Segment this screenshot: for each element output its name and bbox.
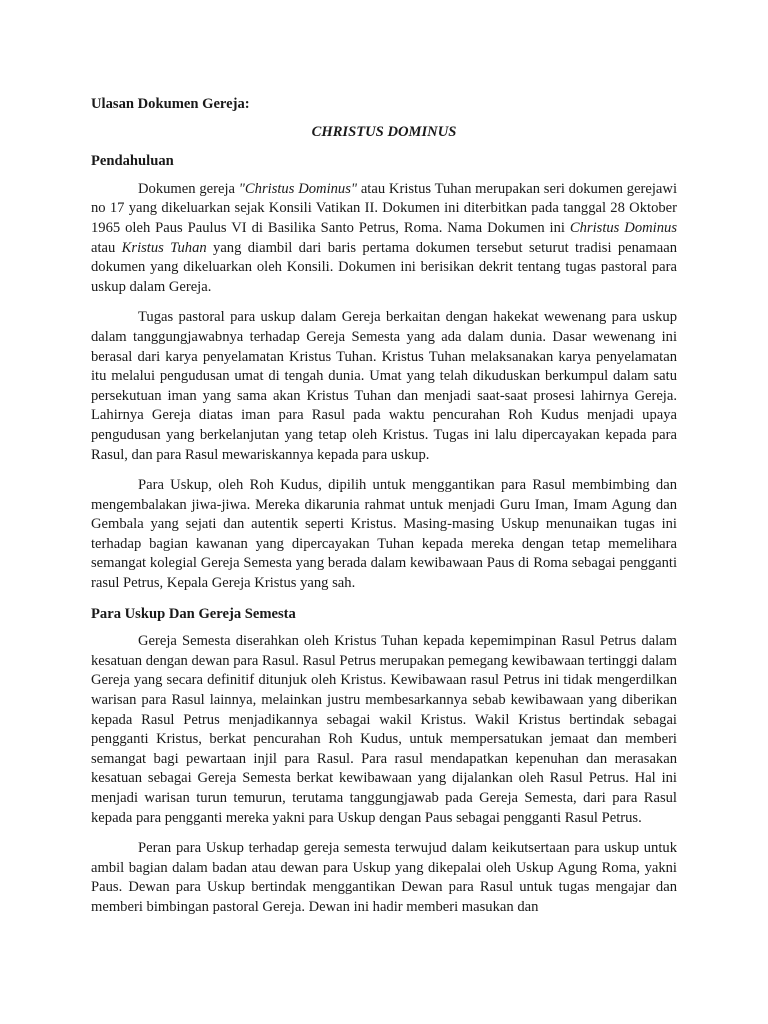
paragraph-text: Dokumen gereja — [138, 180, 239, 197]
document-title: CHRISTUS DOMINUS — [311, 123, 457, 140]
italic-title-indonesian: Kristus Tuhan — [121, 239, 207, 256]
paragraph-text: yang diambil dari baris pertama dokumen tersebut seturut tradisi penamaan dokumen yang dikeluarkan oleh Konsili. Dokumen ini berisikan dekrit tentang tugas pastoral para uskup dalam Gereja. — [91, 239, 677, 295]
document-label: Ulasan Dokumen Gereja: — [91, 96, 250, 112]
paragraph: Para Uskup, oleh Roh Kudus, dipilih untuk menggantikan para Rasul membimbing dan mengembalakan jiwa-jiwa. Mereka dikarunia rahmat untuk menjadi Guru Iman, Imam Agung dan Gembala yang sejati dan autentik seperti Kristus. Masing-masing Uskup menunaikan tugas ini terhadap bagian kawanan yang dipercayakan Tuhan kepada mereka dengan tetap memelihara semangat kolegial Gereja Semesta yang berada dalam kewibawaan Paus di Roma sebagai pengganti rasul Petrus, Kepala Gereja Kristus yang sah. — [91, 477, 677, 592]
document-page — [91, 95, 677, 929]
section-heading-para-uskup: Para Uskup Dan Gereja Semesta — [91, 605, 296, 622]
paragraph-text: atau Kristus Tuhan merupakan seri dokumen gerejawi no 17 yang dikeluarkan sejak Konsili Vatikan II. Dokumen ini diterbitkan pada tanggal 28 Oktober 1965 oleh Paus Paulus VI di Basilika Santo Petrus, Roma. Nama Dokumen ini — [91, 180, 678, 236]
paragraph: Tugas pastoral para uskup dalam Gereja berkaitan dengan hakekat wewenang para uskup dalam tanggungjawabnya terhadap Gereja Semesta yang ada dalam dunia. Dasar wewenang ini berasal dari karya penyelamatan Kristus Tuhan. Kristus Tuhan melaksanakan karya penyelamatan itu melalui pengudusan umat di tengah dunia. Umat yang telah dikuduskan berkumpul dalam satu persekutuan iman yang sama akan Kristus Tuhan dan menjadi saat-saat prosesi lahirnya Gereja. Lahirnya Gereja diatas iman para Rasul pada waktu pencurahan Roh Kudus menjadi upaya pengudusan yang berkelanjutan yang tetap oleh Kristus. Tugas ini lalu dipercayakan kepada para Rasul, dan para Rasul mewariskannya kepada para uskup. — [91, 309, 677, 463]
italic-title-latin: Christus Dominus — [569, 219, 677, 236]
italic-title-quote: "Christus Dominus" — [238, 180, 358, 197]
paragraph — [91, 180, 677, 298]
paragraph: Gereja Semesta diserahkan oleh Kristus Tuhan kepada kepemimpinan Rasul Petrus dalam kesatuan dengan dewan para Rasul. Rasul Petrus merupakan pemegang kewibawaan tertinggi dalam Gereja yang secara definitif ditunjuk oleh Kristus. Kewibawaan rasul Petrus ini tidak mengerdilkan warisan para Rasul lainnya, melainkan justru membesarkannya sebab kewibawaan yang diberikan kepada Rasul Petrus menjadikannya sebagai wakil Kristus. Wakil Kristus bertindak sebagai pengganti Kristus, berkat pencurahan Roh Kudus, untuk mempersatukan jemaat dan memberi semangat bagi pewartaan injil para Rasul. Para rasul mendapatkan kepenuhan dan merasakan kesatuan sebagai Gereja Semesta berkat kewibawaan yang dijalankan oleh Rasul Petrus. Hal ini menjadi warisan turun temurun, terutama tanggungjawab pada Gereja Semesta, dari para Rasul kepada para pengganti mereka yakni para Uskup dengan Paus sebagai pengganti Rasul Petrus. — [91, 633, 677, 826]
section-heading-pendahuluan: Pendahuluan — [91, 153, 174, 170]
paragraph-text: atau — [91, 239, 122, 256]
paragraph: Peran para Uskup terhadap gereja semesta terwujud dalam keikutsertaan para uskup untuk ambil bagian dalam badan atau dewan para Uskup yang dikepalai oleh Uskup Agung Roma, yakni Paus. Dewan para Uskup bertindak menggantikan Dewan para Rasul untuk tugas mengajar dan memberi bimbingan pastoral Gereja. Dewan ini hadir memberi masukan dan — [91, 840, 677, 915]
